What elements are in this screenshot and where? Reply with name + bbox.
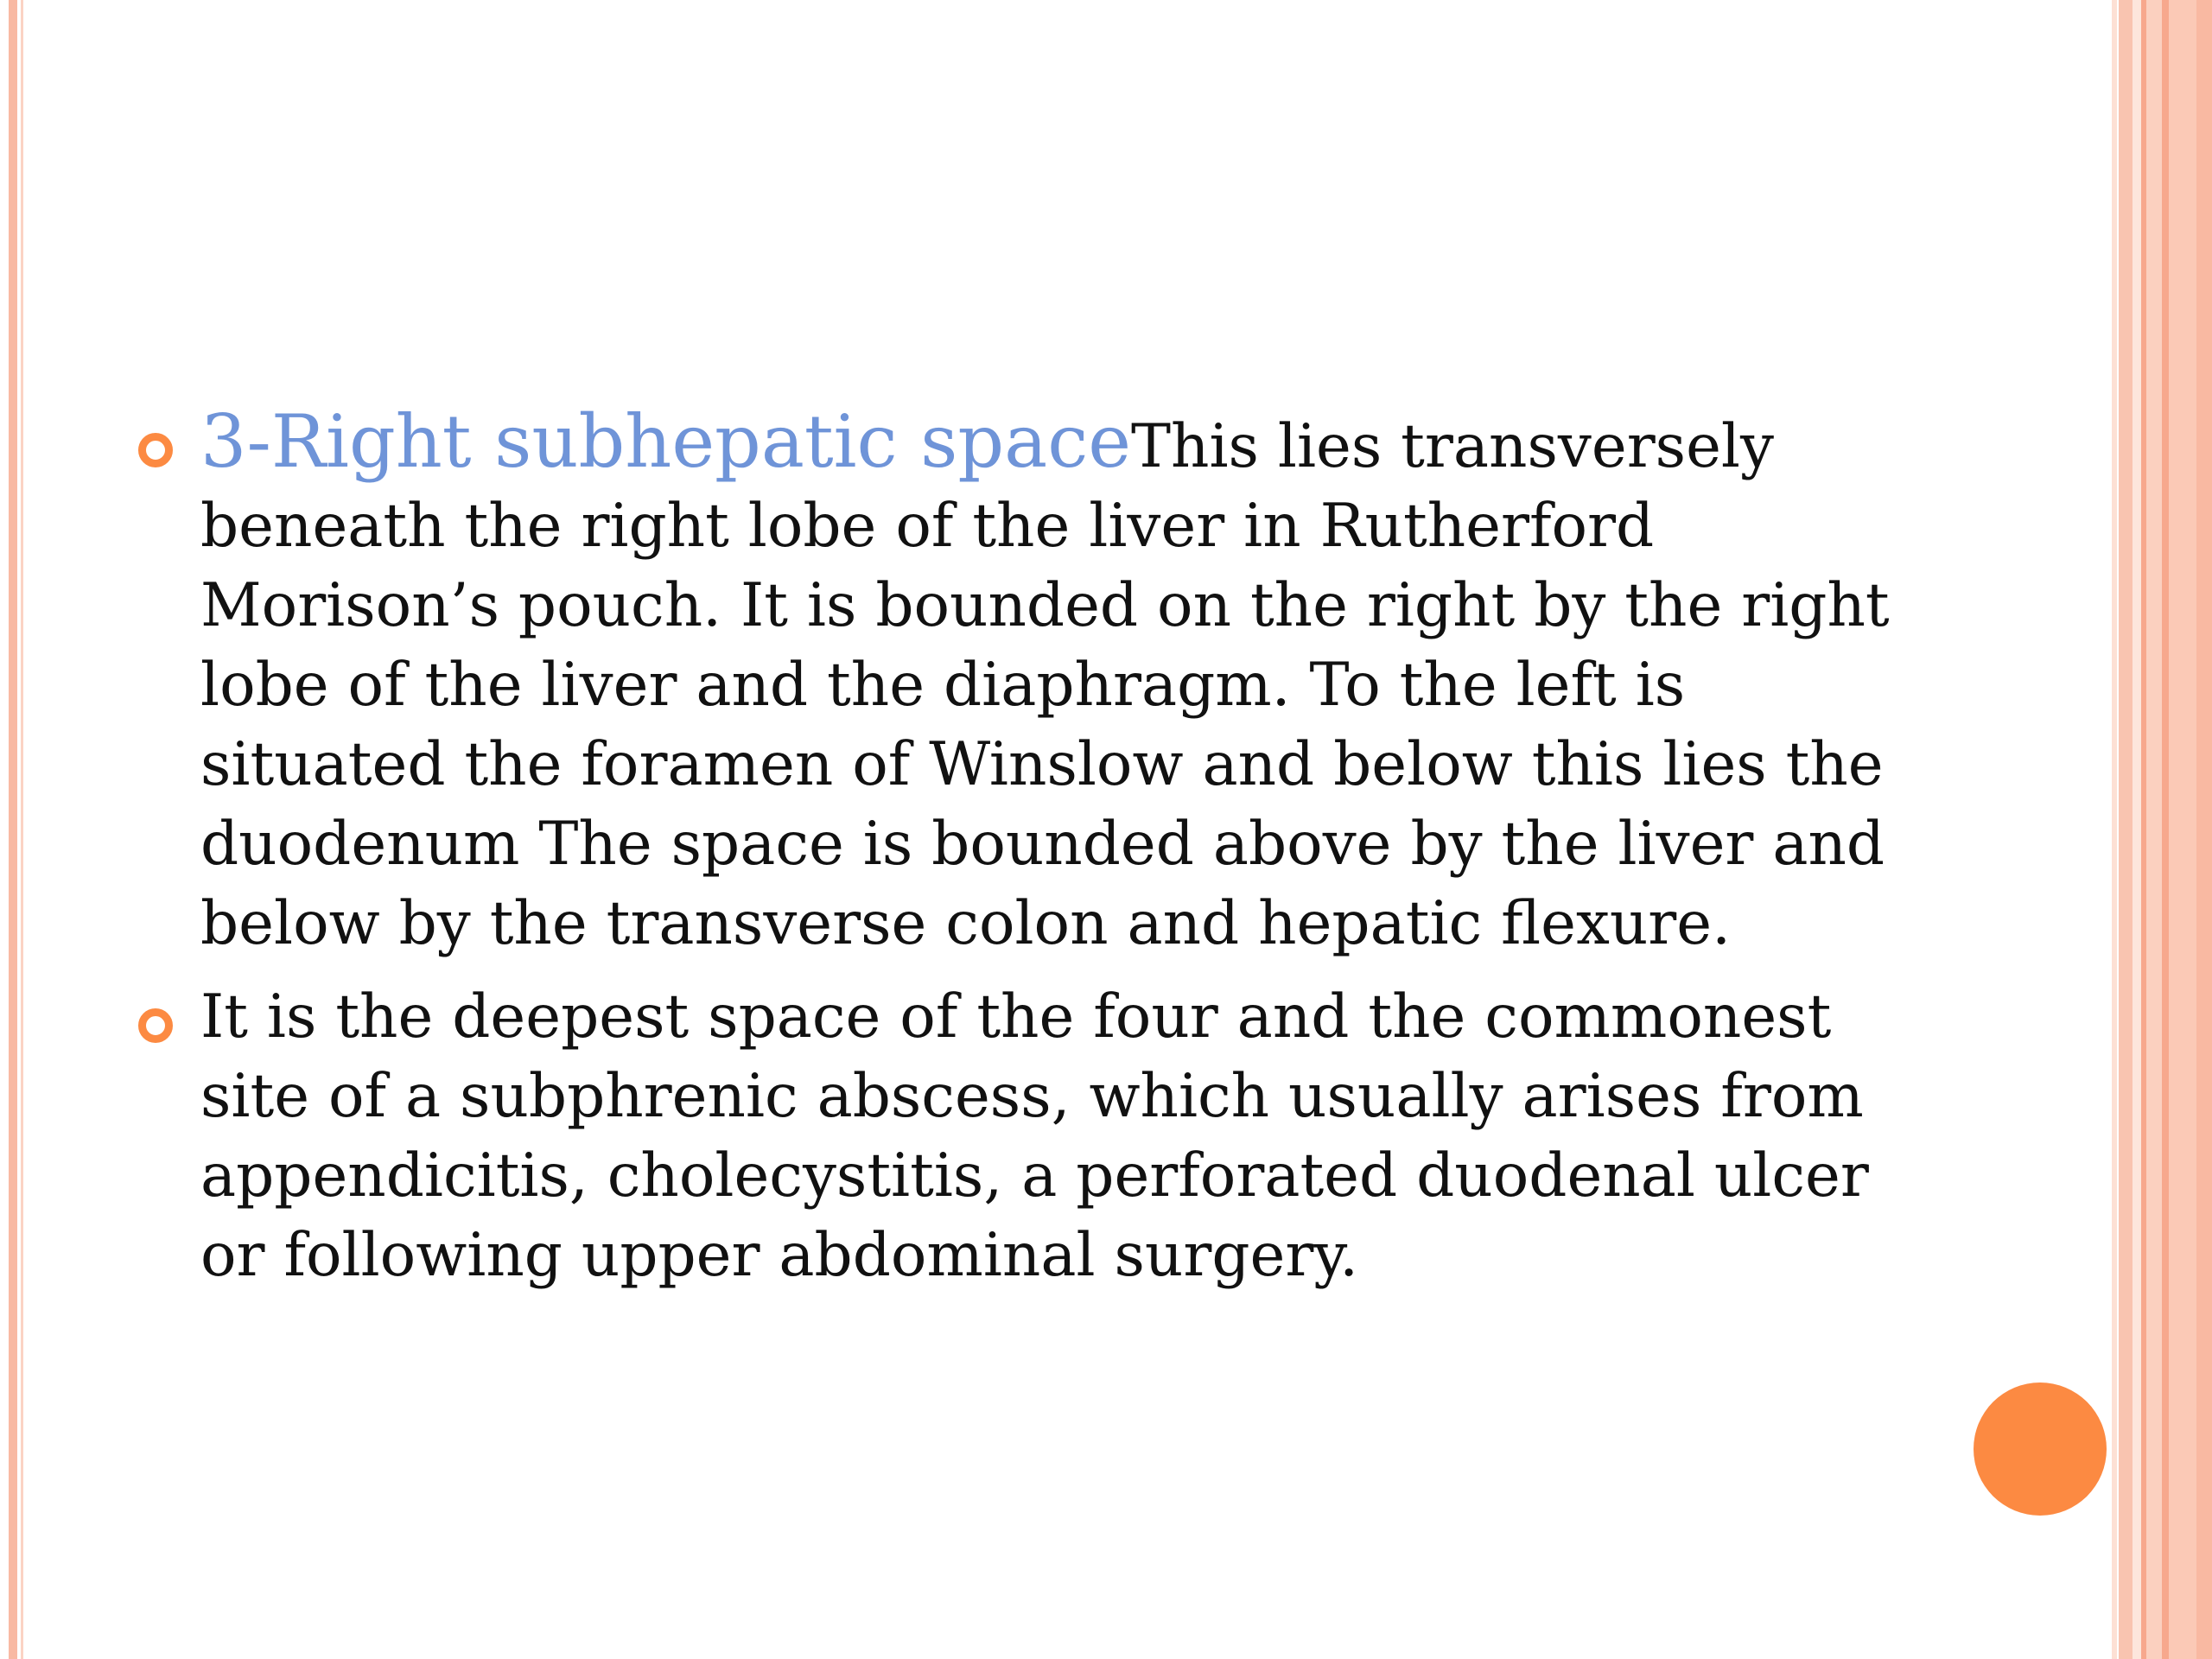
bullet-item: [138, 399, 1901, 963]
right-decorative-band: [2133, 0, 2141, 1659]
right-decorative-band: [2162, 0, 2169, 1659]
right-decorative-band: [2112, 0, 2117, 1659]
slide-content: [138, 399, 1901, 1309]
right-decorative-band: [2119, 0, 2133, 1659]
left-decorative-stripe: [9, 0, 17, 1659]
bullet-heading: 3-Right subhepatic space: [200, 399, 1131, 484]
bullet-circle-icon: [138, 433, 173, 467]
right-decorative-band: [2169, 0, 2196, 1659]
right-decorative-band: [2196, 0, 2212, 1659]
left-decorative-stripe-thin: [21, 0, 23, 1659]
right-decorative-band: [2146, 0, 2162, 1659]
decorative-orange-circle: [1974, 1382, 2107, 1516]
bullet-circle-icon: [138, 1008, 173, 1043]
bullet-text: This lies transversely beneath the right lobe of the liver in Rutherford Morison’s pouch. It is bounded on the right by the right lobe of the liver and the diaphragm. To the left is situated the foramen of Winslow and below this lies the duodenum The space is bounded above by the liver and below by the transverse colon and hepatic flexure.: [200, 412, 1890, 958]
bullet-text: It is the deepest space of the four and the commonest site of a subphrenic abscess, which usually arises from appendicitis, cholecystitis, a perforated duodenal ulcer or following upper abdominal surgery.: [200, 982, 1869, 1290]
bullet-item: [138, 977, 1901, 1295]
